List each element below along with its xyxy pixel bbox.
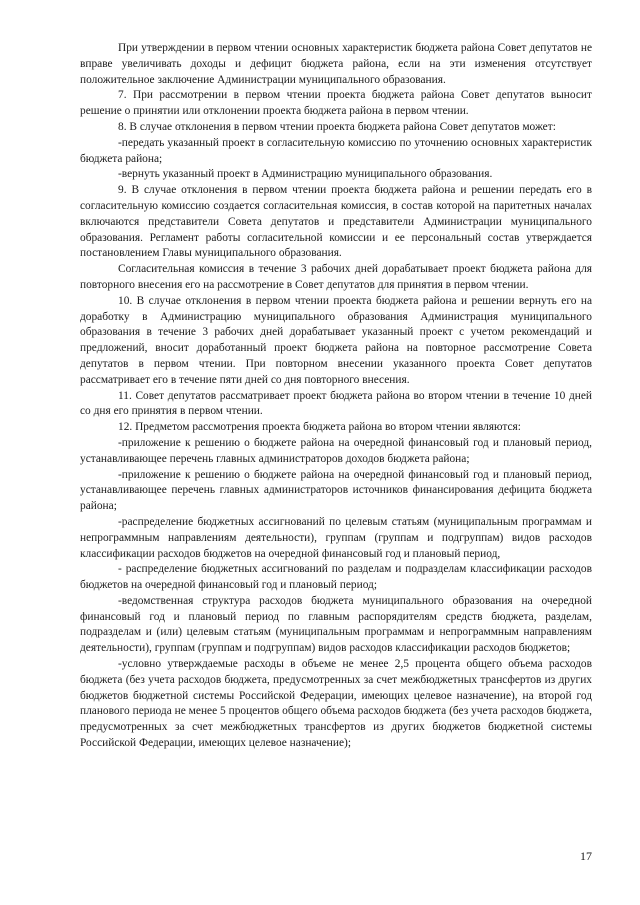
paragraph: -приложение к решению о бюджете района на очередной финансовый год и плановый период, устанавливающее перечень главных администраторов доходов бюджета района; bbox=[80, 436, 592, 465]
paragraph: -приложение к решению о бюджете района на очередной финансовый год и плановый период, устанавливающее перечень главных администраторов источников финансирования дефицита бюджета района; bbox=[80, 468, 592, 513]
paragraph: 9. В случае отклонения в первом чтении проекта бюджета района и решении передать его в согласительную комиссию создается согласительная комиссия, в состав которой на паритетных началах включаются представители Совета депутатов и представители Администрации муниципального образования. Регламент работы согласительной комиссии и ее персональный состав утверждается постановлением Главы муниципального образования. bbox=[80, 184, 592, 260]
paragraph: 11. Совет депутатов рассматривает проект бюджета района во втором чтении в течение 10 дней со дня его принятия в первом чтении. bbox=[80, 389, 592, 418]
paragraph: -передать указанный проект в согласительную комиссию по уточнению основных характеристик бюджета района; bbox=[80, 136, 592, 165]
paragraph: 7. При рассмотрении в первом чтении проекта бюджета района Совет депутатов выносит решение о принятии или отклонении проекта бюджета района в первом чтении. bbox=[80, 89, 592, 118]
paragraph: -вернуть указанный проект в Администрацию муниципального образования. bbox=[118, 168, 493, 181]
document-page bbox=[80, 41, 592, 752]
paragraph: -условно утверждаемые расходы в объеме не менее 2,5 процента общего объема расходов бюджета (без учета расходов бюджета, предусмотренных за счет межбюджетных трансфертов из других бюджетов бюджетной системы Российской Федерации, имеющих целевое назначение), на второй год планового периода не менее 5 процентов общего объема расходов бюджета (без учета расходов бюджета, предусмотренных за счет межбюджетных трансфертов из других бюджетов бюджетной системы Российской Федерации, имеющих целевое назначение); bbox=[80, 658, 592, 750]
paragraph: При утверждении в первом чтении основных характеристик бюджета района Совет депутатов не вправе увеличивать доходы и дефицит бюджета района, если на эти изменения отсутствует положительное заключение Администрации муниципального образования. bbox=[80, 42, 592, 86]
paragraph: 12. Предметом рассмотрения проекта бюджета района во втором чтении являются: bbox=[118, 421, 521, 434]
page-number: 17 bbox=[580, 849, 592, 863]
paragraph: Согласительная комиссия в течение 3 рабочих дней дорабатывает проект бюджета района для повторного внесения его на рассмотрение в Совет депутатов для принятия в первом чтении. bbox=[80, 263, 592, 291]
paragraph: 10. В случае отклонения в первом чтении проекта бюджета района и решении вернуть его на доработку в Администрацию муниципального образования Администрация муниципального образования в течение 3 рабочих дней дорабатывает указанный проект с учетом рекомендаций и предложений, вносит доработанный проект бюджета района на повторное рассмотрение Совета депутатов в первом чтении. При повторном внесении указанного проекта Совет депутатов рассматривает его в течение пяти дней со дня повторного внесения. bbox=[80, 294, 592, 386]
paragraph: 8. В случае отклонения в первом чтении проекта бюджета района Совет депутатов может: bbox=[118, 120, 556, 133]
paragraph: -распределение бюджетных ассигнований по целевым статьям (муниципальным программам и непрограммным направлениям деятельности), группам (группам и подгруппам) видов расходов классификации расходов бюджетов на очередной финансовый год и плановый период, bbox=[80, 515, 592, 560]
paragraph: - распределение бюджетных ассигнований по разделам и подразделам классификации расходов бюджетов на очередной финансовый год и плановый период; bbox=[80, 563, 592, 592]
paragraph: -ведомственная структура расходов бюджета муниципального образования на очередной финансовый год и плановый период по главным распорядителям средств бюджета, разделам, подразделам и (или) целевым статьям (муниципальным программам и непрограммным направлениям деятельности), группам (группам и подгруппам) видов расходов классификации расходов бюджетов; bbox=[80, 594, 592, 655]
